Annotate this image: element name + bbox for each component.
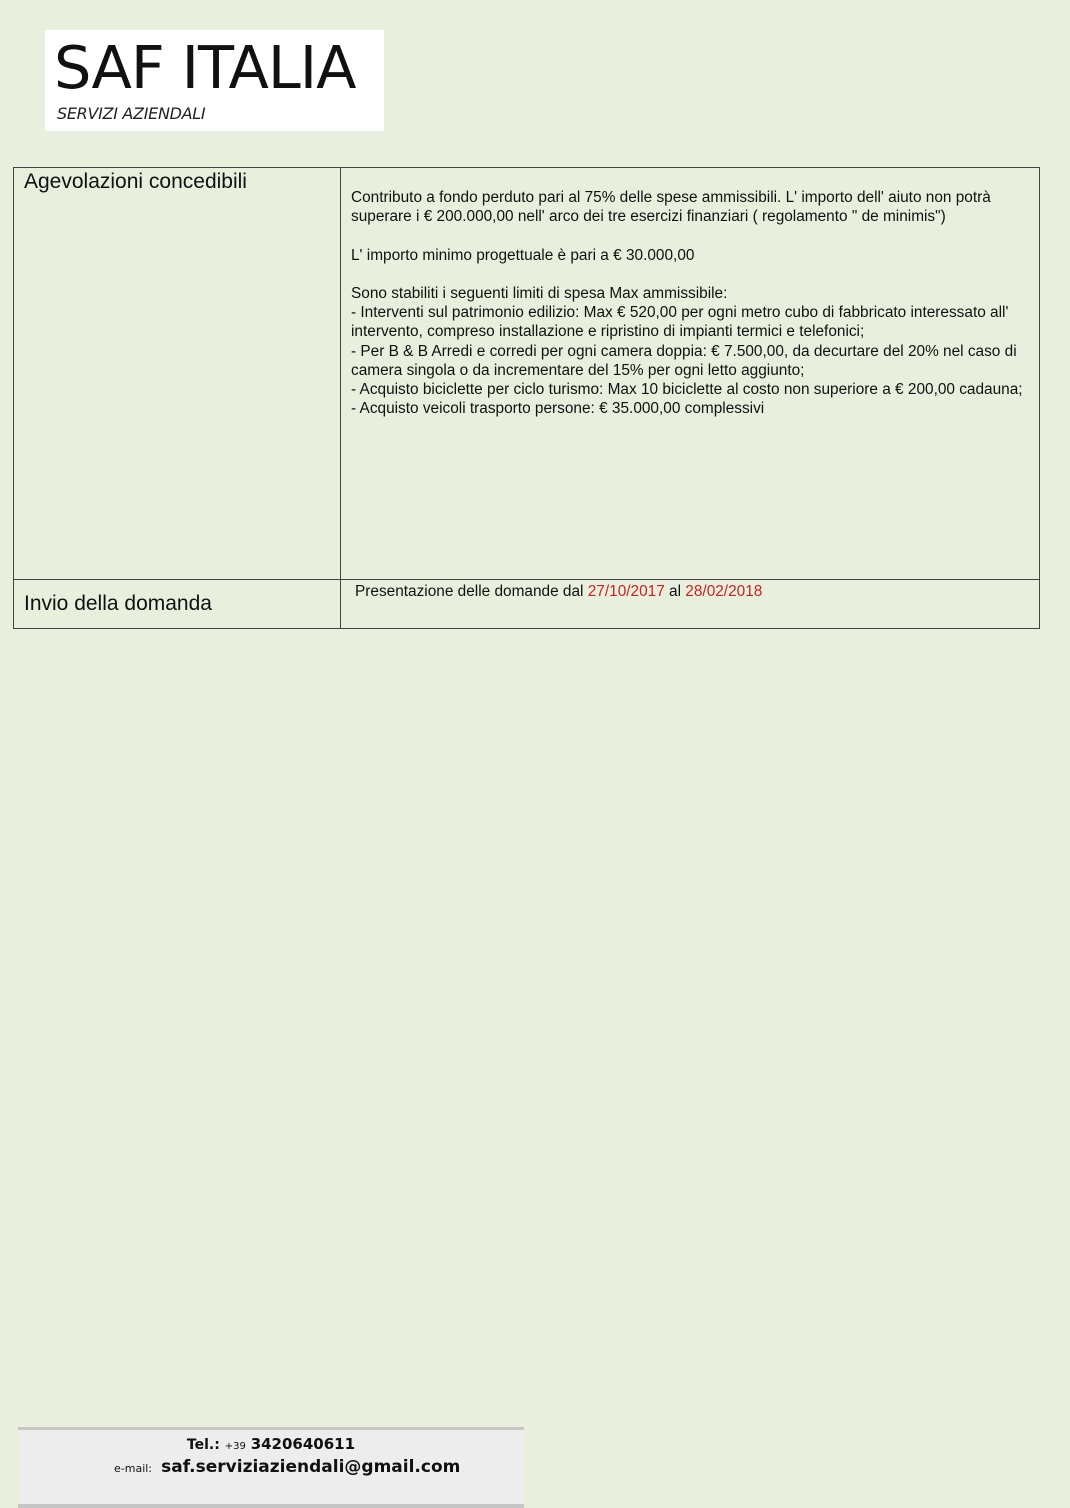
label-cell	[14, 580, 341, 629]
label-cell	[14, 168, 341, 580]
phone-line	[18, 1435, 524, 1453]
row-label-invio: Invio della domanda	[24, 592, 212, 615]
logo-title: SAF ITALIA	[54, 33, 356, 102]
email-line	[114, 1457, 460, 1477]
contribution-paragraph: Contributo a fondo perduto pari al 75% delle spese ammissibili. L' importo dell' aiuto non potrà superare i € 200.000,00 nell' arco dei tre esercizi finanziari ( regolamento " de minimis")	[351, 189, 991, 226]
tel-number: 3420640611	[250, 1435, 356, 1453]
table-row-agevolazioni	[14, 168, 1040, 580]
content-cell	[341, 168, 1040, 580]
submission-text-middle: al	[664, 583, 686, 600]
table-row-invio	[14, 580, 1040, 629]
logo-subtitle: SERVIZI AZIENDALI	[57, 104, 206, 123]
submission-period	[341, 580, 1039, 601]
tel-label: Tel.:	[186, 1437, 220, 1453]
date-to: 28/02/2018	[685, 583, 763, 600]
footer-divider	[18, 1504, 524, 1508]
content-cell	[341, 580, 1040, 629]
limit-item: - Acquisto veicoli trasporto persone: € 35.000,00 complessivi	[351, 400, 765, 418]
minimum-amount-paragraph: L' importo minimo progettuale è pari a € 30.000,00	[351, 246, 695, 264]
date-from: 27/10/2017	[587, 583, 665, 600]
limit-item: - Interventi sul patrimonio edilizio: Max € 520,00 per ogni metro cubo di fabbricato interessato all' intervento, compreso installazione e ripristino di impianti termici e telefonici;	[351, 304, 1009, 341]
limit-item: - Acquisto biciclette per ciclo turismo: Max 10 biciclette al costo non superiore a € 200,00 cadauna;	[351, 381, 1023, 398]
agevolazioni-content	[341, 168, 1039, 418]
submission-text-prefix: Presentazione delle domande dal	[355, 583, 588, 600]
limits-intro: Sono stabiliti i seguenti limiti di spesa Max ammissibile:	[351, 284, 728, 302]
email-label: e-mail:	[114, 1462, 153, 1475]
limit-item: - Per B & B Arredi e corredi per ogni camera doppia: € 7.500,00, da decurtare del 20% nel caso di camera singola o da incrementare del 15% per ogni letto aggiunto;	[351, 342, 1017, 379]
company-logo	[45, 30, 384, 131]
email-address: saf.serviziaziendali@gmail.com	[161, 1457, 461, 1477]
row-label-agevolazioni: Agevolazioni concedibili	[24, 170, 247, 193]
contact-footer	[18, 1427, 524, 1508]
info-table	[13, 167, 1040, 629]
tel-prefix: +39	[224, 1441, 246, 1452]
